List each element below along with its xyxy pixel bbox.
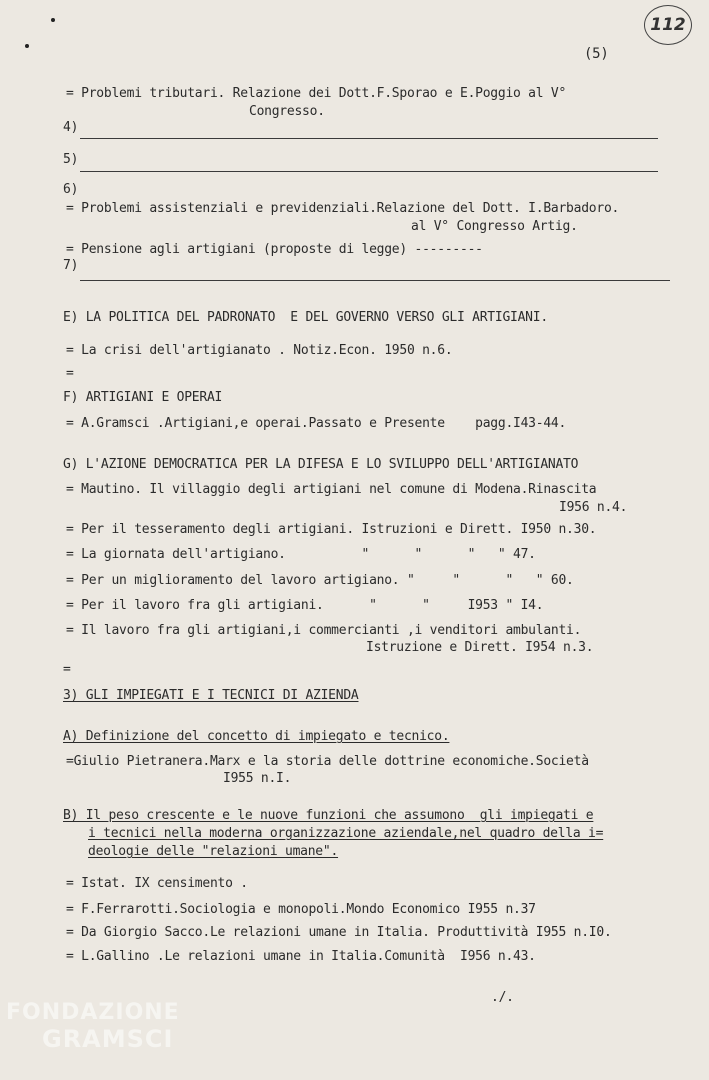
- text-line: =: [66, 366, 74, 381]
- text-line: Congresso.: [249, 104, 325, 119]
- punch-mark: [25, 44, 29, 48]
- text-line: = Per il tesseramento degli artigiani. Istruzioni e Dirett. I950 n.30.: [66, 522, 597, 537]
- blank-rule: [80, 171, 658, 172]
- text-line: = Problemi assistenziali e previdenziali.Relazione del Dott. I.Barbadoro.: [66, 201, 620, 216]
- continuation-mark: ./.: [491, 990, 514, 1005]
- text-line: I956 n.4.: [559, 500, 628, 515]
- section-heading: B) Il peso crescente e le nuove funzioni che assumono gli impiegati e: [63, 808, 594, 823]
- text-line: = F.Ferrarotti.Sociologia e monopoli.Mondo Economico I955 n.37: [66, 902, 536, 917]
- text-line: = Per il lavoro fra gli artigiani. " " I953 " I4.: [66, 598, 544, 613]
- section-heading: G) L'AZIONE DEMOCRATICA PER LA DIFESA E LO SVILUPPO DELL'ARTIGIANATO: [63, 457, 579, 472]
- section-heading: 3) GLI IMPIEGATI E I TECNICI DI AZIENDA: [63, 688, 359, 703]
- text-line: =: [63, 662, 71, 677]
- section-heading: F) ARTIGIANI E OPERAI: [63, 390, 223, 405]
- section-heading: E) LA POLITICA DEL PADRONATO E DEL GOVERNO VERSO GLI ARTIGIANI.: [63, 310, 548, 325]
- text-line: = Problemi tributari. Relazione dei Dott.F.Sporao e E.Poggio al V°: [66, 86, 567, 101]
- text-line: = La crisi dell'artigianato . Notiz.Econ. 1950 n.6.: [66, 343, 453, 358]
- watermark-logo: FONDAZIONE GRAMSCI: [6, 1000, 180, 1053]
- text-line: = A.Gramsci .Artigiani,e operai.Passato e Presente pagg.I43-44.: [66, 416, 567, 431]
- text-line: = La giornata dell'artigiano. " " " " 47.: [66, 547, 536, 562]
- text-line: = Istat. IX censimento .: [66, 876, 248, 891]
- blank-rule: [80, 280, 670, 281]
- text-line: I955 n.I.: [223, 771, 292, 786]
- text-line: = Mautino. Il villaggio degli artigiani nel comune di Modena.Rinascita: [66, 482, 597, 497]
- section-heading: A) Definizione del concetto di impiegato e tecnico.: [63, 729, 450, 744]
- text-line: = Pensione agli artigiani (proposte di legge) ---------: [66, 242, 483, 257]
- page-number: (5): [584, 46, 609, 62]
- section-heading: deologie delle "relazioni umane".: [88, 844, 339, 859]
- text-line: = L.Gallino .Le relazioni umane in Italia.Comunità I956 n.43.: [66, 949, 536, 964]
- text-line: 5): [63, 152, 79, 167]
- text-line: 4): [63, 120, 79, 135]
- text-line: Istruzione e Dirett. I954 n.3.: [366, 640, 594, 655]
- section-heading: i tecnici nella moderna organizzazione aziendale,nel quadro della i=: [88, 826, 604, 841]
- text-line: = Per un miglioramento del lavoro artigiano. " " " " 60.: [66, 573, 574, 588]
- text-line: al V° Congresso Artig.: [411, 219, 578, 234]
- text-line: 6): [63, 182, 79, 197]
- text-line: 7): [63, 258, 79, 273]
- blank-rule: [80, 138, 658, 139]
- text-line: =Giulio Pietranera.Marx e la storia delle dottrine economiche.Società: [66, 754, 589, 769]
- punch-mark: [51, 18, 55, 22]
- text-line: = Il lavoro fra gli artigiani,i commercianti ,i venditori ambulanti.: [66, 623, 582, 638]
- text-line: = Da Giorgio Sacco.Le relazioni umane in Italia. Produttività I955 n.I0.: [66, 925, 612, 940]
- archive-stamp: 112: [644, 5, 692, 45]
